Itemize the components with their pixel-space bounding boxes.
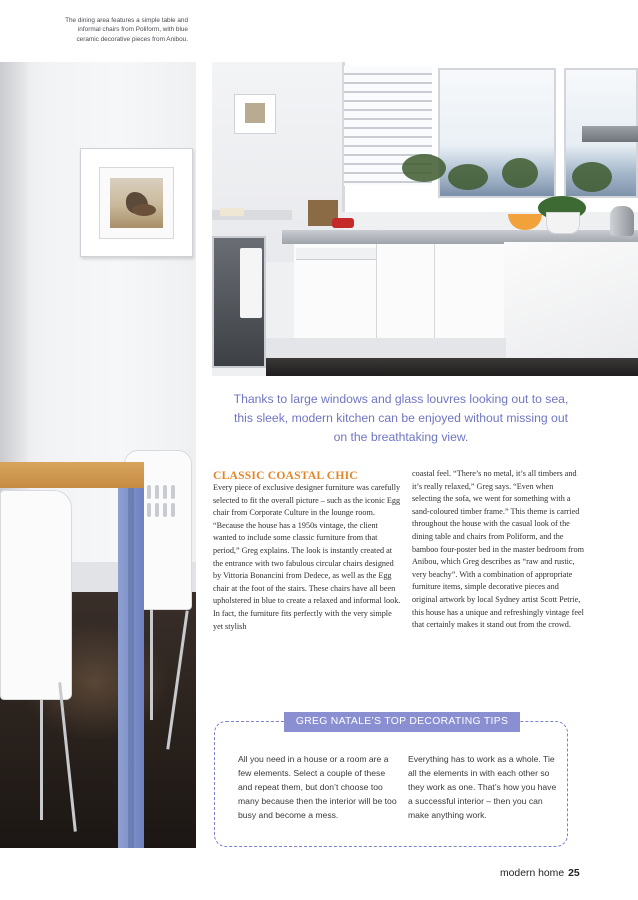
- framed-artwork: [80, 148, 193, 257]
- chair-leg: [150, 610, 153, 720]
- tree: [502, 158, 538, 188]
- tip-right: Everything has to work as a whole. Tie all the elements in with each other so they work as one. That’s how you have a successful interior – then you can make anything work.: [408, 754, 557, 820]
- kitchen-floor: [266, 358, 638, 376]
- page-number: 25: [568, 868, 580, 879]
- fruit-bowl: [508, 214, 542, 230]
- magazine-name: modern home: [500, 868, 565, 879]
- page-footer: [500, 868, 580, 879]
- tree: [402, 154, 446, 182]
- tree: [572, 162, 612, 192]
- article-heading: CLASSIC COASTAL CHIC: [213, 469, 358, 482]
- range-hood: [582, 126, 638, 142]
- article-column-right: coastal feel. “There’s no metal, it’s all timbers and it’s really relaxed,” Greg says. “Even when selecting the sofa, we went for something with a sand-coloured timber frame.” This theme is carried throughout the house with the casual look of the dining table and chairs from Poliform, and the bamboo four-poster bed in the master bedroom from Anibou, which Greg describes as “raw and rustic, very beachy”. With a combination of appropriate furniture items, simple decorative pieces and original artwork by local Sydney artist Scott Petrie, this house has a unique and refreshingly vintage feel that certainly makes it stand out from the crowd.: [412, 469, 584, 630]
- chair-leg: [40, 700, 43, 820]
- dining-area-photo: [0, 62, 196, 848]
- tips-banner: GREG NATALE’S TOP DECORATING TIPS: [284, 712, 520, 732]
- kettle: [610, 206, 634, 236]
- article-column-left: Every piece of exclusive designer furniture was carefully selected to fit the overall picture – such as the iconic Egg chair from Corporate Culture in the lounge room. “Because the house has a 1950s vintage, the client wanted to include some classic furniture from that period,” Greg explains. The look is instantly created at the entrance with two fabulous circular chairs designed by Vittoria Bonancini from Dedece, as well as the Egg chair at the foot of the stairs. These chairs have all been upholstered in blue to create a relaxed and informal look. In fact, the furniture fits perfectly with the very simple yet stylish: [213, 483, 401, 631]
- kitchen-artwork: [234, 94, 276, 134]
- dishwasher: [296, 248, 376, 260]
- tip-left: All you need in a house or a room are a few elements. Select a couple of these and repeat them, but don’t choose too many because then the interior will be too busy and become a mess.: [238, 754, 397, 820]
- dining-chair: [0, 490, 72, 700]
- plant-pot: [546, 212, 580, 234]
- artwork-picture: [110, 178, 163, 228]
- dining-table-top: [0, 462, 144, 488]
- dining-caption: The dining area features a simple table and informal chairs from Poliform, with blue ceramic decorative pieces from Anibou.: [65, 17, 188, 43]
- pull-quote: Thanks to large windows and glass louvres looking out to sea, this sleek, modern kitchen can be enjoyed without missing out on the breathtaking view.: [233, 392, 569, 444]
- kitchen-photo: [212, 62, 638, 376]
- corner-cabinets: [504, 242, 638, 376]
- tree: [448, 164, 488, 190]
